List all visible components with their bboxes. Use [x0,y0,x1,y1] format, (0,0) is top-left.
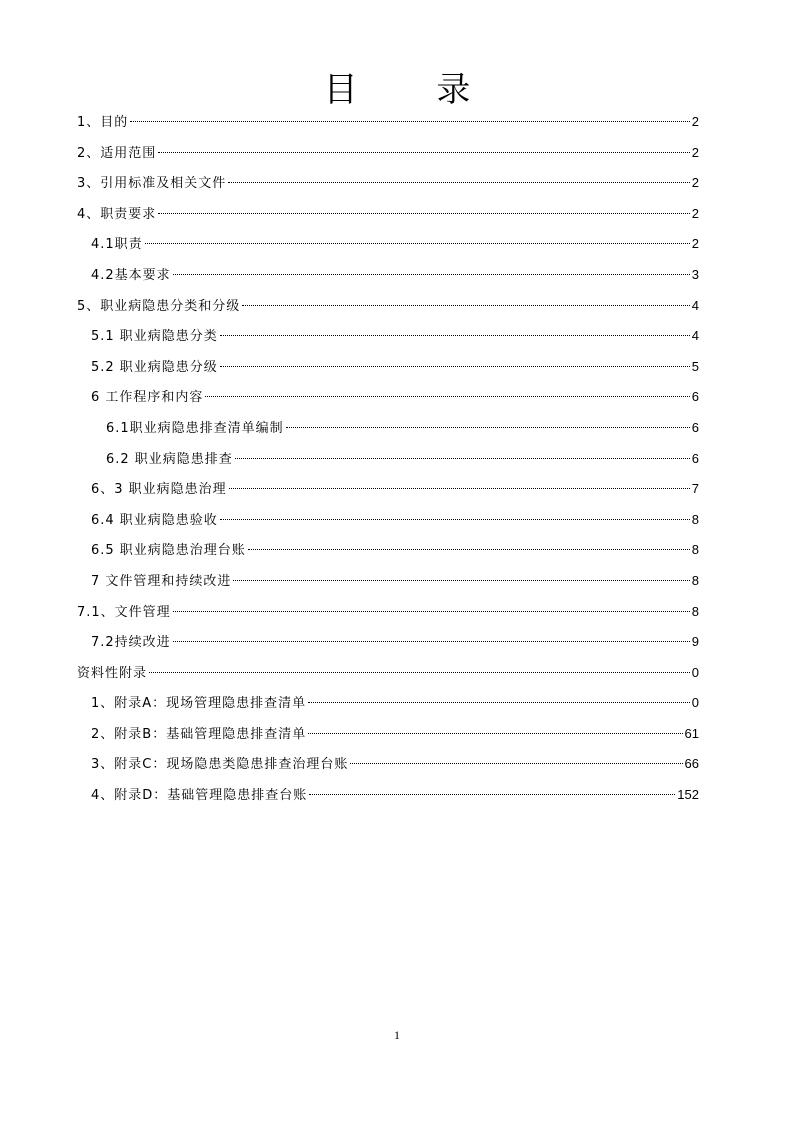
toc-entry[interactable] [77,535,699,566]
toc-entry-label: 7.1、文件管理 [77,604,171,620]
toc-entry-label: 资料性附录 [77,665,148,681]
toc-dot-leader [173,641,690,642]
toc-entry-page: 6 [691,419,699,435]
toc-entry-label: 2、附录B：基础管理隐患排查清单 [91,726,307,742]
toc-entry-label: 3、引用标准及相关文件 [77,176,227,192]
toc-entry-label: 4、职责要求 [77,206,157,222]
toc-entry-label: 4.1职责 [91,237,143,253]
toc-entry-label: 6 工作程序和内容 [91,390,204,406]
toc-entry-label: 7.2持续改进 [91,635,171,651]
toc-entry-label: 5.2 职业病隐患分级 [91,359,218,375]
toc-dot-leader [235,458,690,459]
page-title: 目 录 [323,70,505,110]
toc-entry-page: 2 [691,114,699,129]
toc-entry-page: 7 [691,481,699,497]
toc-dot-leader [130,121,689,122]
toc-entry[interactable] [77,413,699,444]
toc-entry-page: 66 [684,756,699,772]
toc-entry-page: 4 [691,297,699,313]
toc-dot-leader [308,702,690,703]
toc-dot-leader [220,335,690,336]
toc-entry[interactable] [77,658,699,689]
toc-dot-leader [242,305,689,306]
toc-entry[interactable] [77,352,699,383]
toc-entry-page: 3 [691,266,699,282]
toc-entry-page: 61 [684,725,699,741]
toc-entry-page: 6 [691,389,699,405]
toc-entry[interactable] [77,382,699,413]
toc-entry-page: 152 [677,787,699,803]
toc-dot-leader [158,152,689,153]
toc-dot-leader [149,672,690,673]
toc-entry-page: 6 [691,450,699,466]
toc-entry[interactable] [77,444,699,475]
toc-entry-label: 6.2 职业病隐患排查 [106,451,233,467]
toc-entry[interactable] [77,291,699,322]
toc-entry-page: 2 [691,236,699,252]
toc-entry-page: 2 [691,205,699,221]
toc-entry[interactable] [77,229,699,260]
toc-dot-leader [286,427,690,428]
toc-entry-label: 5、职业病隐患分类和分级 [77,298,241,314]
toc-dot-leader [350,763,682,764]
toc-entry-page: 8 [691,542,699,558]
toc-dot-leader [309,794,675,795]
toc-entry[interactable] [77,597,699,628]
toc-dot-leader [158,213,689,214]
toc-entry-label: 6.4 职业病隐患验收 [91,512,218,528]
toc-entry-label: 2、适用范围 [77,145,157,161]
toc-entry-page: 4 [691,328,699,344]
toc-entry[interactable] [77,107,699,138]
toc-entry-label: 7 文件管理和持续改进 [91,573,232,589]
toc-dot-leader [173,274,690,275]
toc-entry-page: 5 [691,358,699,374]
toc-entry-label: 1、附录A：现场管理隐患排查清单 [91,696,307,712]
toc-entry-page: 2 [691,175,699,191]
toc-dot-leader [205,396,689,397]
toc-entry-page: 8 [691,511,699,527]
toc-dot-leader [233,580,689,581]
toc-entry-label: 4.2基本要求 [91,267,171,283]
toc-entry-label: 3、附录C：现场隐患类隐患排查治理台账 [91,757,349,773]
footer-page-number: 1 [394,1028,400,1042]
toc-dot-leader [220,519,690,520]
toc-entry[interactable] [77,138,699,169]
toc-entry-page: 0 [691,695,699,711]
toc-entry[interactable] [77,505,699,536]
toc-entry[interactable] [77,260,699,291]
toc-entry[interactable] [77,321,699,352]
toc-dot-leader [173,611,690,612]
toc-entry-label: 5.1 职业病隐患分类 [91,329,218,345]
toc-entry-label: 4、附录D：基础管理隐患排查台账 [91,788,308,804]
toc-dot-leader [248,549,690,550]
toc-entry[interactable] [77,566,699,597]
toc-entry-page: 2 [691,144,699,160]
toc-dot-leader [228,182,689,183]
toc-entry-label: 6.1职业病隐患排查清单编制 [106,420,284,436]
toc-dot-leader [220,366,690,367]
toc-entry-page: 8 [691,572,699,588]
toc-entry[interactable] [77,627,699,658]
toc-entry-label: 6、3 职业病隐患治理 [91,482,227,498]
toc-entry[interactable] [77,474,699,505]
table-of-contents [77,107,699,811]
toc-dot-leader [308,733,682,734]
toc-entry[interactable] [77,749,699,780]
toc-entry-label: 1、目的 [77,115,129,130]
toc-entry-page: 9 [691,634,699,650]
toc-entry-page: 8 [691,603,699,619]
toc-entry[interactable] [77,688,699,719]
toc-entry[interactable] [77,719,699,750]
toc-entry-page: 0 [691,664,699,680]
toc-entry[interactable] [77,168,699,199]
toc-dot-leader [229,488,690,489]
toc-entry[interactable] [77,780,699,811]
toc-entry-label: 6.5 职业病隐患治理台账 [91,543,246,559]
toc-entry[interactable] [77,199,699,230]
toc-dot-leader [145,243,690,244]
